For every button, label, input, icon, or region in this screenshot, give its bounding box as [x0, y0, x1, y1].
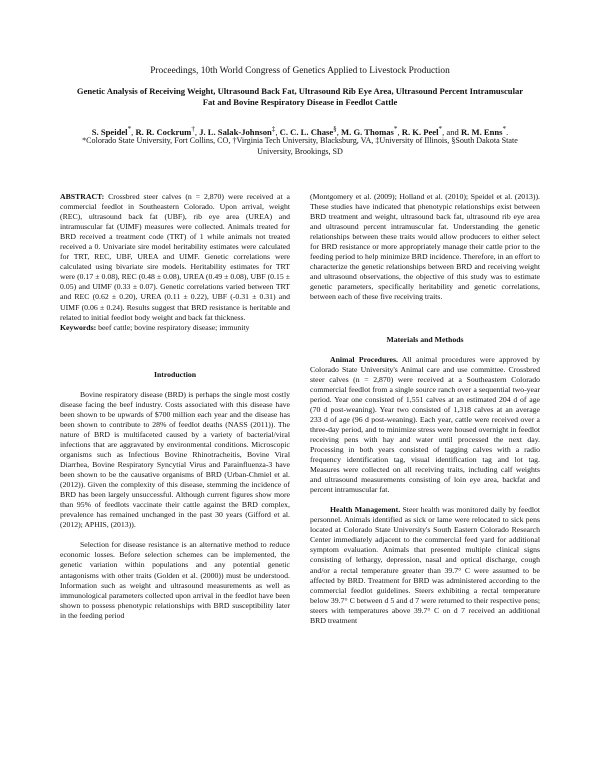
- keywords: [60, 323, 290, 333]
- keywords-text: beef cattle; bovine respiratory disease; immunity: [98, 322, 250, 332]
- author: R. K. Peel*, and: [401, 125, 461, 137]
- right-column: [310, 192, 540, 626]
- author: R. M. Enns*.: [460, 125, 509, 137]
- abstract-label: ABSTRACT:: [60, 192, 105, 201]
- methods-heading: Materials and Methods: [386, 334, 464, 344]
- author: M. G. Thomas*,: [341, 125, 402, 137]
- keywords-label: Keywords:: [60, 322, 97, 332]
- health-management-label: Health Management.: [330, 505, 401, 515]
- animal-procedures-paragraph: Animal Procedures. All animal procedures were approved by Colorado State University's Animal care and use committee. Crossbred steer calves (n = 2,870) were received at a Southeastern Colorado commercial feedlot from a single source ranch over a sequential two-year period. Year one consisted of 1,551 calves at an estimated 204 d of age (70 d post-weaning). Year two consisted of 1,318 calves at an average 233 d of age (96 d post-weaning). Each year, cattle were received over a three-day period, and to minimize stress were housed overnight in feedlot receiving pens with hay and water until processed the next day. Processing in both years consisted of tagging calves with a radio frequency identification tag, visual identification tag and lot tag. Measures were collected on all receiving traits, including calf weights and ultrasound measurements consisting of loin eye area, backfat and percent intramuscular fat.: [310, 354, 540, 495]
- author: C. C. L. Chase§,: [279, 125, 342, 137]
- left-column: [60, 192, 290, 621]
- abstract: [60, 192, 290, 323]
- author: S. Speidel*,: [91, 125, 136, 137]
- author: R. R. Cockrum†,: [135, 125, 200, 137]
- abstract-text: Crossbred steer calves (n = 2,870) were received at a commercial feedlot in Southeastern Colorado. Upon arrival, weight (REC), ultrasound back fat (UBF), rib eye area (UREA) and intramuscular fat (UIMF) measures were collected. Animals treated for BRD received a treatment code (TRT) of 1 while animals not treated received a 0. Univariate sire model heritability estimates were calculated for TRT, REC, UBF, UREA and UIMF. Genetic correlations were calculated using bivariate sire models. Heritability estimates for TRT were (0.17 ± 0.08), REC (0.48 ± 0.08), UREA (0.49 ± 0.08), UBF (0.15 ± 0.05) and UIMF (0.33 ± 0.07). Genetic correlations varied between TRT and REC (0.62 ± 0.20), UREA (0.11 ± 0.22), UBF (-0.31 ± 0.31) and UIMF (0.06 ± 0.24). Results suggest that BRD resistance is heritable and related to initial feedlot body weight and back fat thickness.: [60, 192, 290, 322]
- affiliations: *Colorado State University, Fort Collins, CO, †Virginia Tech University, Blacksburg, VA, ‡University of Illinois, §South Dakota State University, Brookings, SD: [82, 136, 518, 156]
- intro-paragraph: Selection for disease resistance is an alternative method to reduce economic losses. Before selection schemes can be implemented, the genetic variation within populations and any potential genetic antagonisms with other traits (Golden et al. (2000)) must be understood. Information such as weight and ultrasound measurements as well as immunological parameters collected upon arrival in the feedlot have been shown to possess phenotypic relationships with BRD susceptibility later in the feeding period: [60, 540, 290, 620]
- health-management-paragraph: Health Management. Steer health was monitored daily by feedlot personnel. Animals identified as sick or lame were relocated to sick pens located at Colorado State University's South Eastern Colorado Research Center immediately adjacent to the commercial feed yard for additional symptom evaluation. Animals that presented multiple clinical signs consisting of lethargy, depression, nasal and optical discharge, cough and/or a rectal temperature greater than 39.7° C were assumed to be affected by BRD. Treatment for BRD was administered according to the commercial feedlot guidelines. Steers exhibiting a rectal temperature below 39.7° C between d 5 and d 7 were returned to their respective pens; steers with temperatures above 39.7° C on d 7 received an additional BRD treatment: [310, 505, 541, 625]
- intro-paragraph: Bovine respiratory disease (BRD) is perhaps the single most costly disease facing the beef industry. Costs associated with this disease have been shown to be upwards of $700 million each year and the disease has been shown to contribute to 28% of feedlot deaths (NASS (2011)). The nature of BRD is multifaceted caused by a variety of bacterial/viral infections that are aggravated by environmental conditions. Microscopic organisms such as Infectious Bovine Rhinotracheitis, Bovine Viral Diarrhea, Bovine Respiratory Syncytial Virus and Parainfluenza-3 have been shown to be the causative organisms of BRD (Urban-Chmiel et al. (2012)). Given the complexity of this disease, stemming the incidence of BRD has been largely unsuccessful. Although current figures show more than 95% of feedlots vaccinate their cattle against the BRD complex, prevalence has remained unchanged in the past 30 years (Gifford et al. (2012); APHIS, (2013)).: [60, 389, 290, 530]
- paper-title: Genetic Analysis of Receiving Weight, Ultrasound Back Fat, Ultrasound Rib Eye Area, Ultrasound Percent Intramuscular Fat and Bovine Respiratory Disease in Feedlot Cattle: [76, 86, 524, 107]
- animal-procedures-label: Animal Procedures.: [330, 354, 398, 364]
- introduction-heading: Introduction: [153, 369, 197, 379]
- body-paragraph: (Montgomery et al. (2009); Holland et al. (2010); Speidel et al. (2013)). These studies have indicated that phenotypic relationships exist between BRD treatment and weight, ultrasound back fat, ultrasound rib eye area and ultrasound percent intramuscular fat. Understanding the genetic relationships between these traits would allow producers to either select for BRD resistance or more appropriately manage their cattle prior to the feeding period to help minimize BRD incidence. Therefore, in an effort to characterize the genetic relationships between BRD and receiving weight and ultrasound observations, the objective of this study was to estimate genetic parameters, specifically heritability and genetic correlations, between each of these five receiving traits.: [310, 192, 540, 302]
- author: J. L. Salak-Johnson‡,: [199, 125, 280, 137]
- proceedings-header: Proceedings, 10th World Congress of Genetics Applied to Livestock Production: [150, 66, 450, 76]
